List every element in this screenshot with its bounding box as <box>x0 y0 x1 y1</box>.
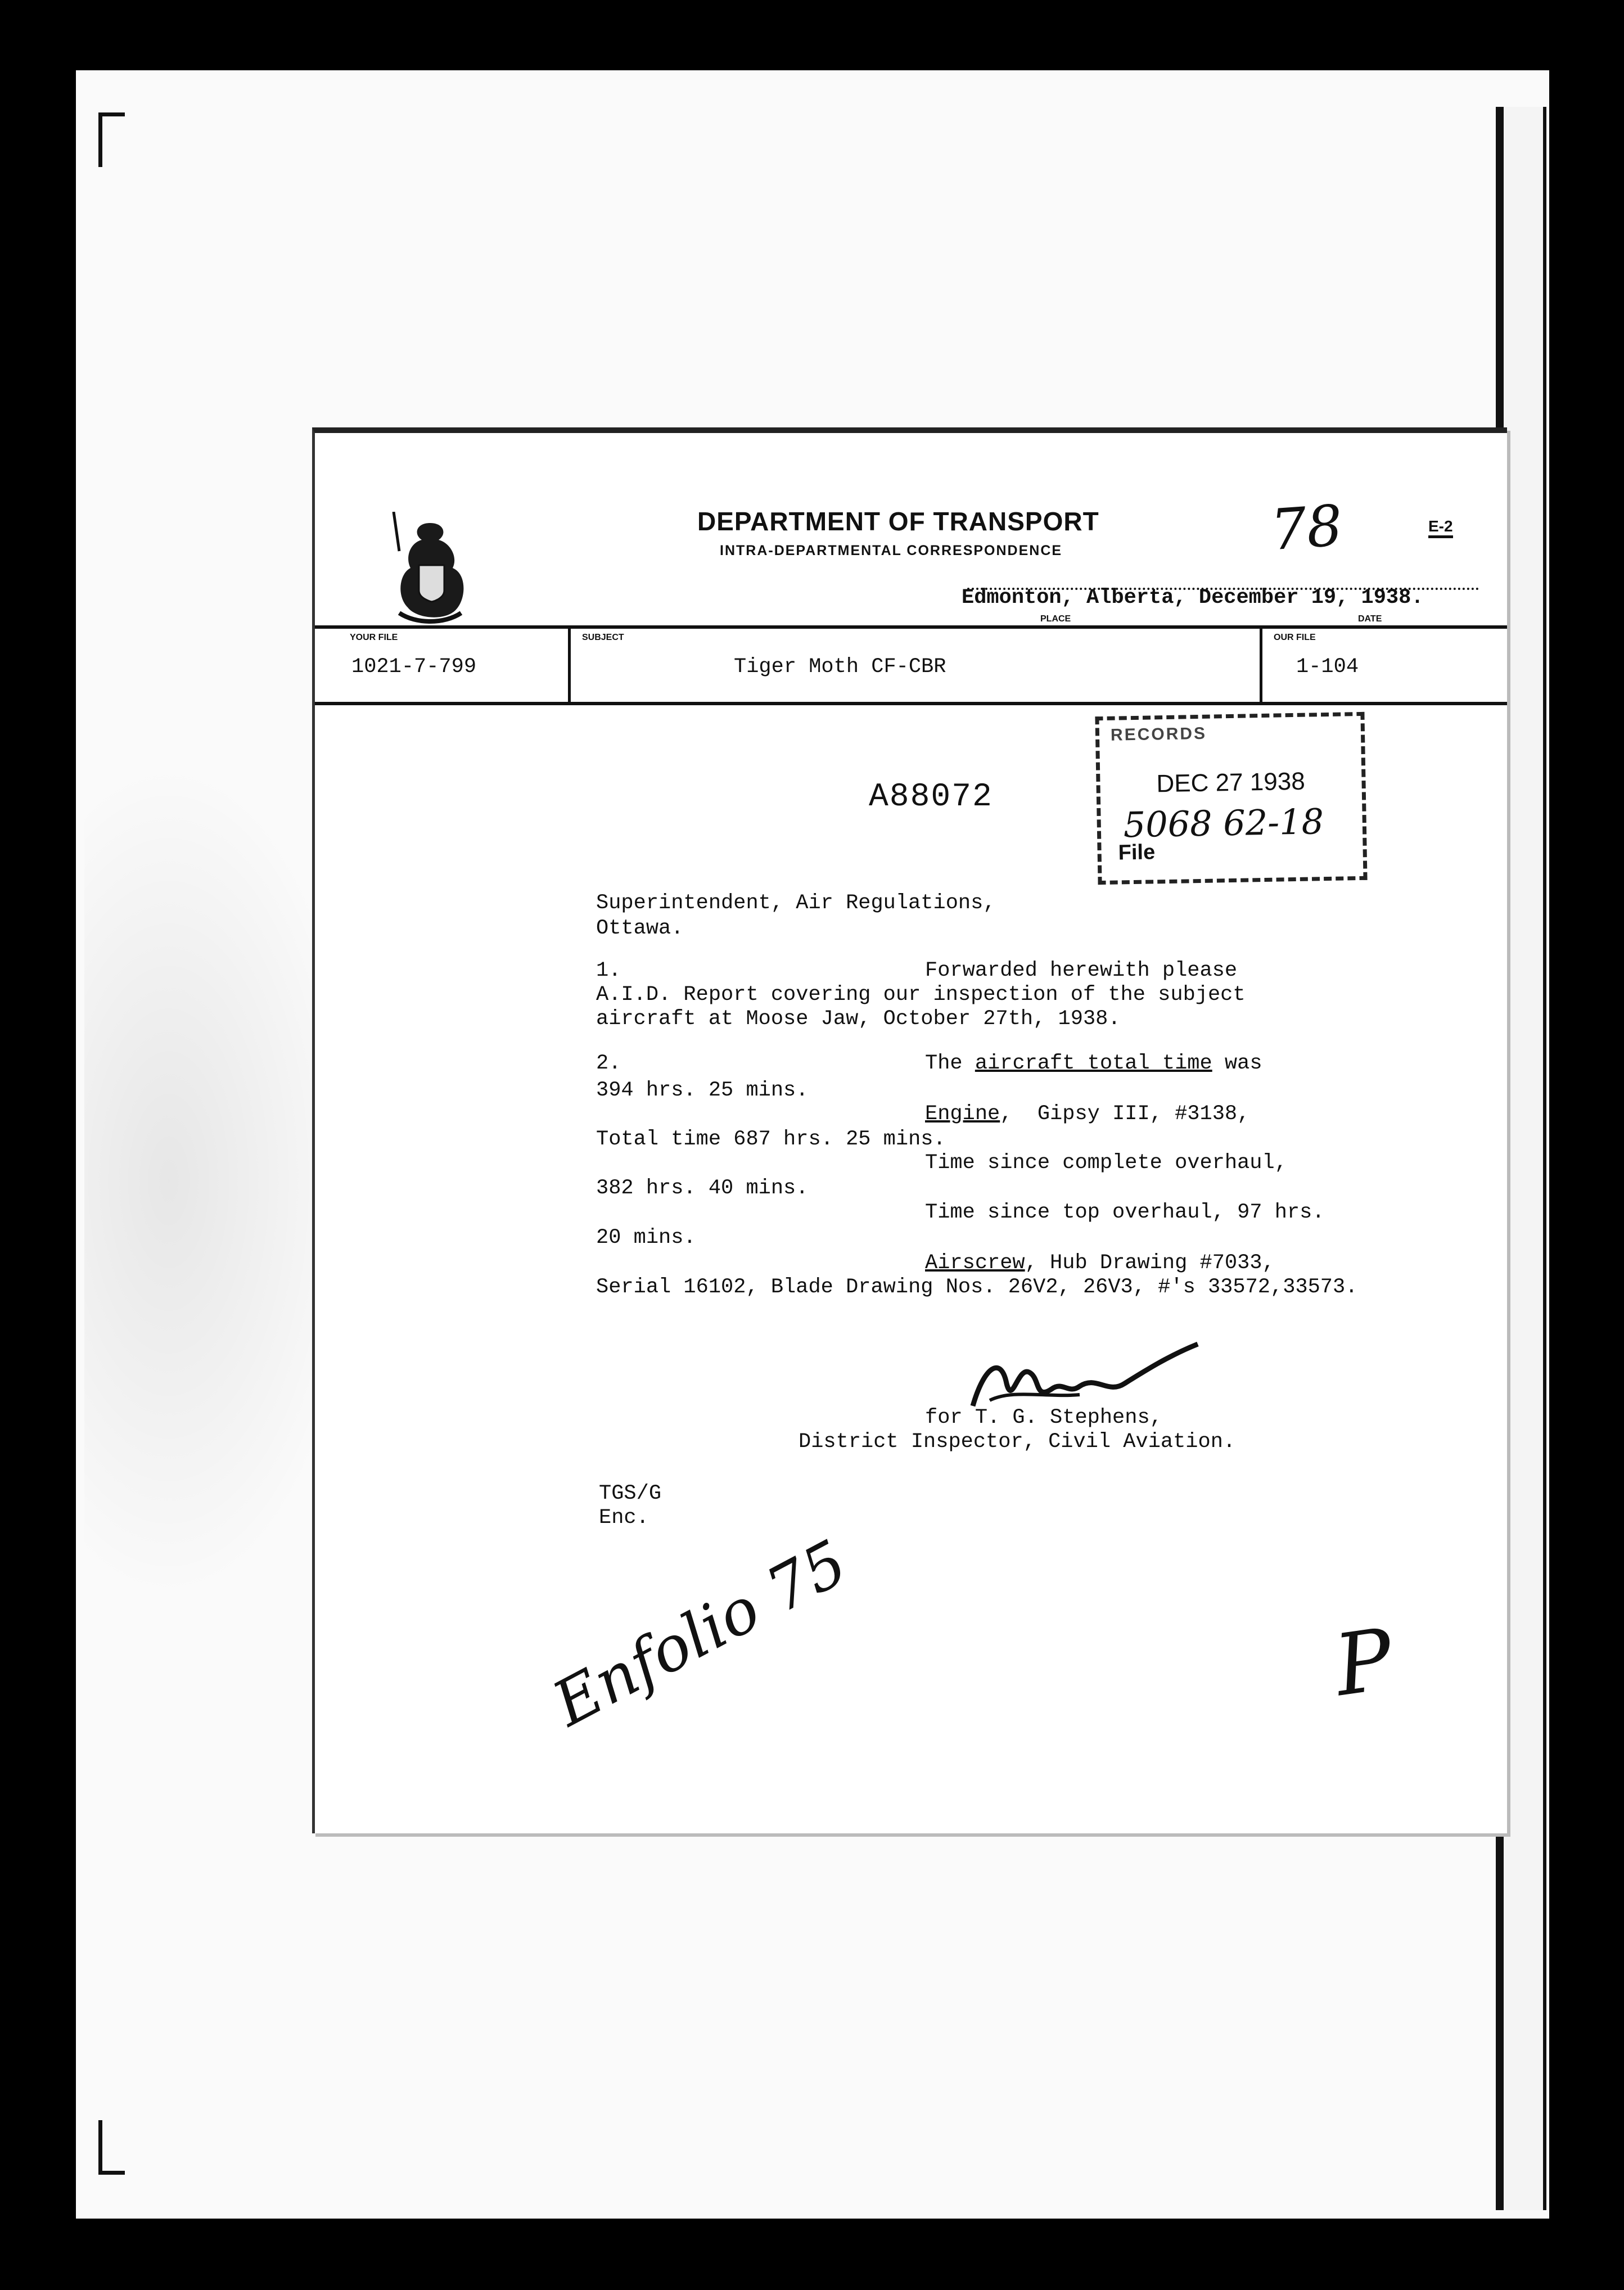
handwritten-folio-note: Enfolio 75 <box>542 1526 859 1741</box>
our-file-value: 1-104 <box>1296 655 1359 679</box>
stamp-date: DEC 27 1938 <box>1156 767 1306 798</box>
header-rule-top <box>315 625 1507 629</box>
engine-details: , Gipsy III, #3138, <box>1000 1102 1250 1126</box>
coat-of-arms-icon <box>382 512 478 630</box>
your-file-caption: YOUR FILE <box>350 633 398 642</box>
airscrew-details: , Hub Drawing #7033, <box>1025 1251 1275 1275</box>
form-number: E-2 <box>1428 517 1453 538</box>
aircraft-total-time-label: aircraft total time <box>975 1052 1212 1075</box>
overhaul-hours: 382 hrs. 40 mins. <box>596 1176 809 1200</box>
subject-caption: SUBJECT <box>582 633 624 642</box>
reference-number: A88072 <box>869 779 993 815</box>
correspondence-subtitle: INTRA-DEPARTMENTAL CORRESPONDENCE <box>720 543 1063 558</box>
folio-number: 78 <box>1269 492 1345 564</box>
department-title: DEPARTMENT OF TRANSPORT <box>697 507 1099 536</box>
stamp-handwritten-number: 5068 62-18 <box>1123 801 1324 846</box>
corner-mark-top-left <box>98 112 125 167</box>
received-stamp <box>1095 712 1367 885</box>
total-time-line: Total time 687 hrs. 25 mins. <box>596 1128 946 1151</box>
paragraph-2-line-1 <box>925 1052 1262 1075</box>
stamp-file-label: File <box>1118 840 1156 865</box>
corner-mark-bottom-left <box>98 2120 125 2175</box>
paragraph-1-number: 1. <box>596 959 621 982</box>
serial-line: Serial 16102, Blade Drawing Nos. 26V2, 26V3, #'s 33572,33573. <box>596 1275 1358 1299</box>
addressee-line-1: Superintendent, Air Regulations, <box>596 891 996 915</box>
header-rule-bottom <box>315 702 1507 705</box>
engine-line <box>925 1102 1249 1126</box>
airscrew-line <box>925 1251 1275 1275</box>
enclosure: Enc. <box>599 1506 649 1530</box>
place-date: Edmonton, Alberta, December 19, 1938. <box>962 586 1424 610</box>
signature-for-line: for T. G. Stephens, <box>925 1406 1162 1430</box>
p2-pre: The <box>925 1052 975 1075</box>
engine-label: Engine <box>925 1102 1000 1126</box>
complete-overhaul-line: Time since complete overhaul, <box>925 1151 1287 1175</box>
stamp-header: RECORDS <box>1110 724 1207 745</box>
paragraph-1-line-1: Forwarded herewith please <box>925 959 1238 982</box>
airscrew-label: Airscrew <box>925 1251 1025 1275</box>
field-divider-2 <box>1260 627 1262 703</box>
handwritten-mark: P <box>1329 1610 1399 1716</box>
paragraph-1-line-2: A.I.D. Report covering our inspection of the subject <box>596 983 1246 1007</box>
addressee-line-2: Ottawa. <box>596 917 684 940</box>
place-caption: PLACE <box>1040 614 1071 624</box>
date-caption: DATE <box>1358 614 1382 624</box>
paragraph-1-line-3: aircraft at Moose Jaw, October 27th, 1938. <box>596 1007 1121 1031</box>
subject-value: Tiger Moth CF-CBR <box>734 655 946 679</box>
your-file-value: 1021-7-799 <box>351 655 477 679</box>
aircraft-hours: 394 hrs. 25 mins. <box>596 1079 809 1102</box>
p2-post: was <box>1212 1052 1262 1075</box>
signature-title-line: District Inspector, Civil Aviation. <box>799 1430 1236 1454</box>
field-divider-1 <box>568 627 571 703</box>
top-overhaul-mins: 20 mins. <box>596 1226 696 1250</box>
top-overhaul-line: Time since top overhaul, 97 hrs. <box>925 1201 1325 1224</box>
paragraph-2-number: 2. <box>596 1052 621 1075</box>
initials: TGS/G <box>599 1482 662 1505</box>
our-file-caption: OUR FILE <box>1274 633 1316 642</box>
memo-sheet <box>312 427 1507 1833</box>
